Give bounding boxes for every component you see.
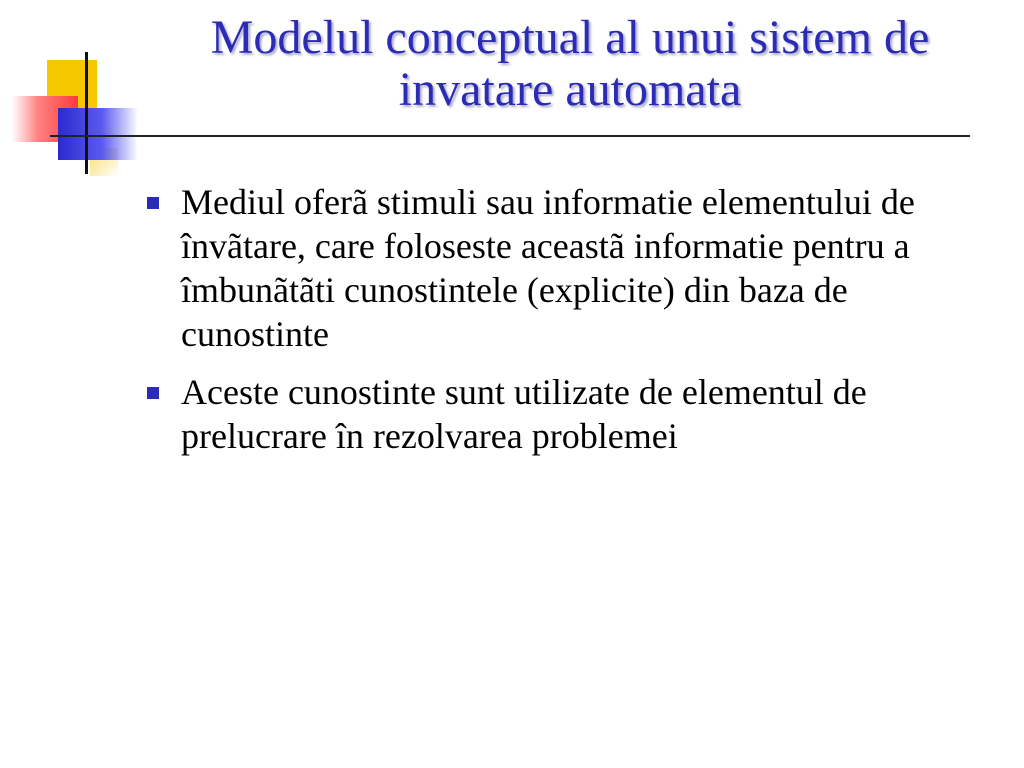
square-bullet-icon xyxy=(147,387,159,399)
slide-title: Modelul conceptual al unui sistem de invatare automata xyxy=(210,11,930,116)
bullet-list xyxy=(145,180,965,472)
vertical-line xyxy=(85,52,88,174)
title-underline xyxy=(50,135,970,137)
blue-square xyxy=(58,108,138,160)
list-item xyxy=(145,370,965,458)
bullet-text: Mediul oferã stimuli sau informatie elementului de învãtare, care foloseste aceastã informatie pentru a îmbunãtãti cunostintele (explicite) din baza de cunostinte xyxy=(181,182,915,354)
list-item xyxy=(145,180,965,356)
bullet-text: Aceste cunostinte sunt utilizate de elementul de prelucrare în rezolvarea problemei xyxy=(181,372,867,456)
square-bullet-icon xyxy=(147,197,159,209)
